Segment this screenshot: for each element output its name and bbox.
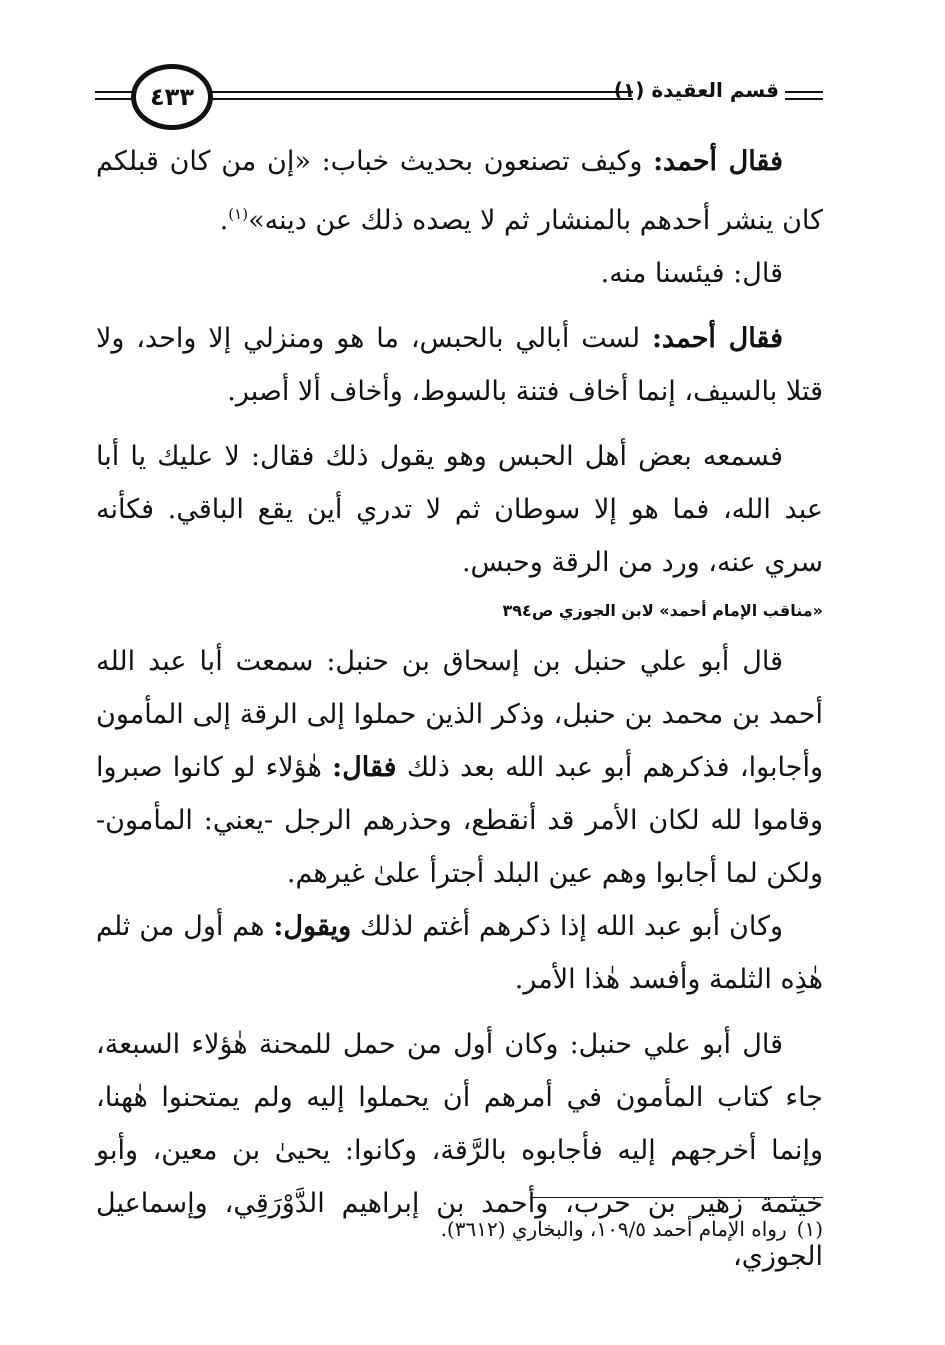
header-rule-right bbox=[785, 91, 823, 100]
paragraph-text: قال: فيئسنا منه. bbox=[600, 258, 783, 289]
footnote bbox=[441, 1217, 823, 1241]
paragraph-text: لست أبالي بالحبس، ما هو ومنزلي إلا واحد، ولا قتلا بالسيف، إنما أخاف فتنة بالسوط، وأخاف ألا أصبر. bbox=[96, 323, 823, 407]
paragraph bbox=[96, 430, 823, 589]
paragraph-text: هم أول من ثلم هٰذِه الثلمة وأفسد هٰذا الأمر. bbox=[96, 911, 823, 995]
paragraph-text: وكيف تصنعون بحديث خباب: «إن من كان قبلكم كان ينشر أحدهم بالمنشار ثم لا يصده ذلك عن دينه» bbox=[96, 146, 823, 236]
speaker-lead: ويقول: bbox=[273, 911, 352, 942]
speaker-lead: فقال أحمد: bbox=[651, 323, 783, 354]
footnote-number: (١) bbox=[796, 1217, 823, 1241]
paragraph bbox=[96, 900, 823, 1006]
section-title: قسم العقيدة (١) bbox=[613, 78, 779, 102]
footnote-divider bbox=[530, 1197, 823, 1198]
header-rule bbox=[205, 91, 633, 100]
paragraph-text: هٰؤلاء لو كانوا صبروا وقاموا لله لكان الأمر قد أنقطع، وحذرهم الرجل -يعني: المأمون- ولكن لما أجابوا وهم عين البلد أجترأ علىٰ غيرهم. bbox=[96, 752, 823, 889]
header-rule-left bbox=[95, 91, 133, 100]
speaker-lead: فقال أحمد: bbox=[653, 146, 783, 177]
paragraph-text: وكان أبو عبد الله إذا ذكرهم أغتم لذلك bbox=[351, 911, 783, 942]
paragraph-text: فسمعه بعض أهل الحبس وهو يقول ذلك فقال: لا عليك يا أبا عبد الله، فما هو إلا سوطان ثم لا تدري أين يقع الباقي. فكأنه سري عنه، ورد من الرقة وحبس. bbox=[96, 441, 823, 578]
paragraph-tail: . bbox=[219, 205, 229, 236]
speaker-lead: فقال: bbox=[332, 752, 397, 783]
source-citation: «مناقب الإمام أحمد» لابن الجوزي ص٣٩٤ bbox=[502, 601, 823, 620]
main-text bbox=[96, 135, 823, 1283]
paragraph bbox=[96, 135, 823, 247]
paragraph-text: قال أبو علي حنبل بن إسحاق بن حنبل: سمعت أبا عبد الله أحمد بن محمد بن حنبل، وذكر الذين حملوا إلى الرقة إلى المأمون وأجابوا، فذكرهم أبو عبد الله بعد ذلك bbox=[96, 646, 823, 783]
page-number: ٤٣٣ bbox=[131, 64, 213, 130]
paragraph bbox=[96, 312, 823, 418]
footnote-text: رواه الإمام أحمد ١٠٩/٥، والبخاري (٣٦١٢). bbox=[440, 1217, 787, 1241]
paragraph bbox=[96, 635, 823, 900]
paragraph-text: قال أبو علي حنبل: وكان أول من حمل للمحنة هٰؤلاء السبعة، جاء كتاب المأمون في أمرهم أن يحملوا إليه ولم يمتحنوا هٰهنا، وإنما أخرجهم إليه فأجابوه بالرَّقة، وكانوا: يحيىٰ بن معين، وأبو خيثمة زهير بن حرب، وأحمد بن إبراهيم الدَّوْرَقِي، وإسماعيل الجوزي، bbox=[96, 1029, 823, 1272]
paragraph bbox=[96, 1018, 823, 1283]
footnote-reference: (١) bbox=[228, 205, 249, 223]
page-header bbox=[95, 60, 823, 130]
paragraph bbox=[96, 247, 823, 300]
